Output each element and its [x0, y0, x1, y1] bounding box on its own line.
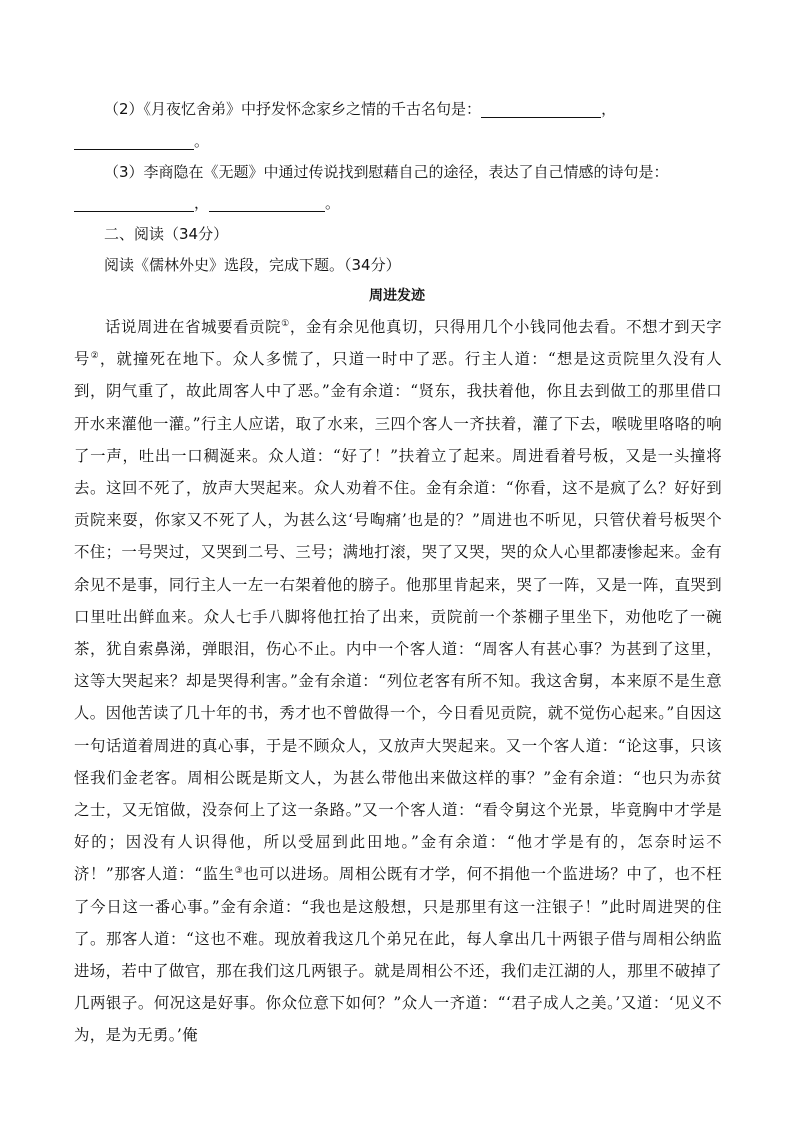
question-3-comma: ， [194, 194, 210, 212]
passage-title: 周进发迹 [369, 288, 425, 304]
passage-text-4: 也可以进场。周相公既有才学，何不捐他一个监进场？中了，也不枉了今日这一番心事。”金有余道：“我也是这般想，只是那里有这一注银子！”此时周进哭的住了。那客人道：“这也不难。现放着我这几个弟兄在此，每人拿出几十两银子借与周相公纳监进场，若中了做官，那在我们这几两银子。就是周相公不还，我们走江湖的人，那里不破掉了几两银子。何况这是好事。你众位意下如何？”众人一齐道：“‘君子成人之美。’又道：‘见义不为，是为无勇。’俺 [74, 865, 723, 1045]
question-2-line-2 [74, 131, 724, 151]
answer-blank[interactable] [209, 195, 325, 212]
question-3-line-1 [74, 162, 754, 182]
answer-blank[interactable] [74, 195, 194, 212]
question-2-number: （2） [104, 100, 144, 118]
section-instruction: 阅读《儒林外史》选段，完成下题。（34分） [104, 256, 401, 274]
question-2-line-1 [74, 99, 754, 119]
question-3-period: 。 [325, 194, 341, 212]
passage-text-1: 话说周进在省城要看贡院 [105, 318, 282, 336]
footnote-marker-2: ② [90, 351, 100, 362]
question-3-text: 李商隐在《无题》中通过传说找到慰藉自己的途径，表达了自己情感的诗句是： [143, 163, 669, 181]
question-2-comma: ， [601, 100, 617, 118]
passage-body [74, 311, 722, 1052]
section-heading: 二、阅读（34分） [104, 225, 229, 243]
question-3-line-2 [74, 193, 724, 213]
answer-blank[interactable] [74, 133, 194, 150]
footnote-marker-3: ③ [234, 866, 244, 877]
footnote-marker-1: ① [281, 319, 290, 329]
question-3-number: （3） [104, 163, 144, 181]
answer-blank[interactable] [481, 101, 601, 118]
passage-text-3: ，就撞死在地下。众人多慌了，只道一时中了恶。行主人道：“想是这贡院里久没有人到，阴气重了，故此周客人中了恶。”金有余道：“贤东，我扶着他，你且去到做工的那里借口开水来灌他一灌。”行主人应诺，取了水来，三四个客人一齐扶着，灌了下去，喉咙里咯咯的响了一声，吐出一口稠涎来。众人道：“好了！”扶着立了起来。周进看着号板，又是一头撞将去。这回不死了，放声大哭起来。众人劝着不住。金有余道：“你看，这不是疯了么？好好到贡院来耍，你家又不死了人，为甚么这‘号啕痛’也是的？”周进也不听见，只管伏着号板哭个不住；一号哭过，又哭到二号、三号；满地打滚，哭了又哭，哭的众人心里都凄惨起来。金有余见不是事，同行主人一左一右架着他的膀子。他那里肯起来，哭了一阵，又是一阵，直哭到口里吐出鲜血来。众人七手八脚将他扛抬了出来，贡院前一个茶棚子里坐下，劝他吃了一碗茶，犹自索鼻涕，弹眼泪，伤心不止。内中一个客人道：“周客人有甚心事？为甚到了这里，这等大哭起来？却是哭得利害。”金有余道：“列位老客有所不知。我这舍舅，本来原不是生意人。因他苦读了几十年的书，秀才也不曾做得一个，今日看见贡院，就不觉伤心起来。”自因这一句话道着周进的真心事，于是不顾众人，又放声大哭起来。又一个客人道：“论这事，只该怪我们金老客。周相公既是斯文人，为甚么带他出来做这样的事？”金有余道：“也只为赤贫之士，又无馆做，没奈何上了这一条路。”又一个客人道：“看令舅这个光景，毕竟胸中才学是好的；因没有人识得他，所以受屈到此田地。”金有余道：“他才学是有的，怎奈时运不济！”那客人道：“监生 [74, 350, 722, 884]
question-2-text: 《月夜忆舍弟》中抒发怀念家乡之情的千古名句是： [143, 100, 482, 118]
question-2-period: 。 [194, 132, 210, 150]
passage-text-2: ，金有余见他真切，只得用几个小钱同他去看。不想才到天字号 [74, 318, 723, 369]
